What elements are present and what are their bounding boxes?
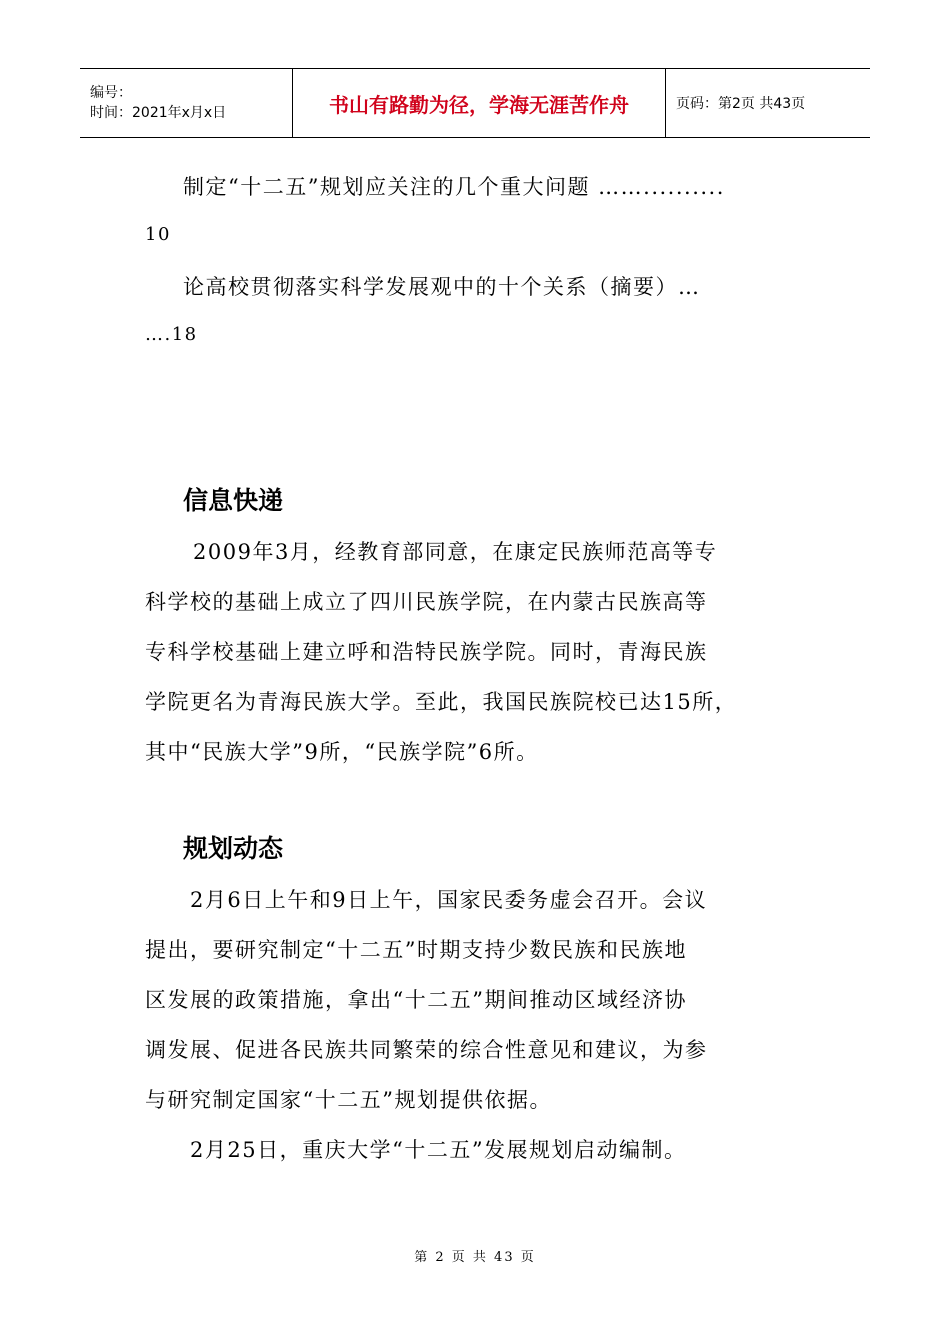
- header-page-info: [666, 69, 870, 137]
- header-motto: [293, 69, 666, 137]
- planning-line-4: 调发展、促进各民族共同繁荣的综合性意见和建议，为参: [145, 1038, 708, 1062]
- header-time-label: 时间：2021年x月x日: [90, 105, 227, 121]
- news-line-2: 科学校的基础上成立了四川民族学院，在内蒙古民族高等: [145, 590, 708, 614]
- page-header: [80, 68, 870, 138]
- news-line-1: 2009年3月，经教育部同意，在康定民族师范高等专: [193, 540, 718, 564]
- header-page-info-text: 页码：第2页 共43页: [676, 96, 806, 112]
- section-heading-news: 信息快递: [183, 486, 284, 515]
- toc-item-2: 论高校贯彻落实科学发展观中的十个关系（摘要）…: [183, 275, 701, 299]
- planning-line-6: 2月25日，重庆大学“十二五”发展规划启动编制。: [190, 1138, 687, 1162]
- toc-item-2-page: ….18: [145, 324, 198, 345]
- planning-line-2: 提出，要研究制定“十二五”时期支持少数民族和民族地: [145, 938, 687, 962]
- toc-item-1-page: 10: [145, 224, 171, 245]
- header-number-label: 编号：: [90, 85, 132, 101]
- news-line-3: 专科学校基础上建立呼和浩特民族学院。同时，青海民族: [145, 640, 708, 664]
- news-line-4: 学院更名为青海民族大学。至此，我国民族院校已达15所，: [145, 690, 738, 714]
- page-footer: 第 2 页 共 43 页: [414, 1250, 536, 1265]
- section-heading-planning: 规划动态: [183, 834, 284, 863]
- planning-line-5: 与研究制定国家“十二五”规划提供依据。: [145, 1088, 552, 1112]
- header-motto-text: 书山有路勤为径，学海无涯苦作舟: [329, 92, 629, 117]
- toc-item-1: 制定“十二五”规划应关注的几个重大问题 ……..........: [183, 175, 725, 199]
- header-meta: [80, 69, 293, 137]
- news-line-5: 其中“民族大学”9所，“民族学院”6所。: [145, 740, 539, 764]
- planning-line-3: 区发展的政策措施，拿出“十二五”期间推动区域经济协: [145, 988, 687, 1012]
- planning-line-1: 2月6日上午和9日上午，国家民委务虚会召开。会议: [190, 888, 708, 912]
